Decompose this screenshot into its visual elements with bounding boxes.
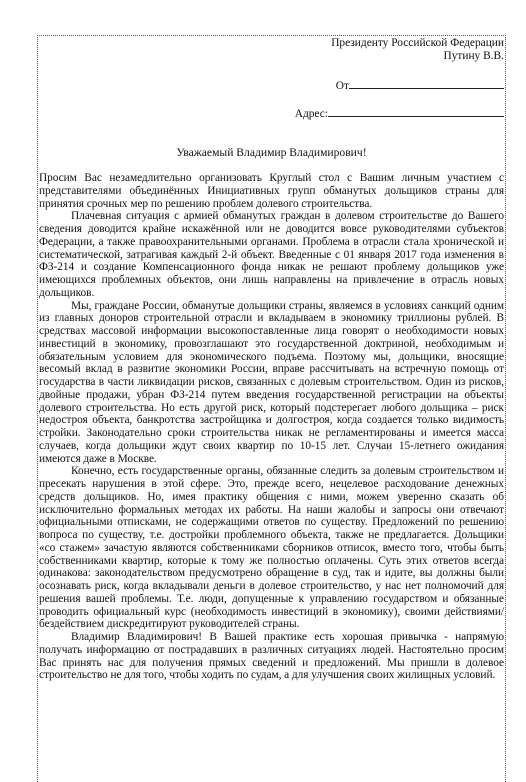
addressee-line-1: Президенту Российской Федерации (331, 37, 504, 49)
paragraph-3: Мы, граждане России, обманутые дольщики страны, являемся в условиях санкций одним из главных доноров строительной отрасли и вкладываем в экономику триллионы рублей. В средствах массовой информации высокопоставленные лица говорят о необходимости новых инвестиций в экономику, провозглашают это государственной доктриной, необходимым и обязательным условием для экономического подъема. Поэтому мы, дольщики, вносящие весомый вклад в развитие экономики России, вправе рассчитывать на встречную помощь от государства в части ликвидации рисков, связанных с долевым строительством. Один из рисков, двойные продажи, убран ФЗ-214 путем введения государственной регистрации на объекты долевого строительства. Но есть другой риск, который подстерегает любого дольщика – риск недостроя объекта, банкротства застройщика и долгостроя, когда создается только видимость стройки. Законодательно сроки строительства никак не регламентированы и имеется масса случаев, когда дольщики ждут своих квартир по 10-15 лет. Случаи 15-летнего ожидания имеются даже в Москве. (39, 299, 504, 465)
paragraph-1: Просим Вас незамедлительно организовать Круглый стол с Вашим личным участием с представителями объединённых Инициативных групп обманутых дольщиков страны для принятия срочных мер по решению проблем долевого строительства. (39, 172, 504, 210)
address-field (295, 105, 504, 121)
from-blank-line (349, 77, 504, 89)
from-label: От (335, 80, 349, 92)
paragraph-4: Конечно, есть государственные органы, обязанные следить за долевым строительством и пресекать нарушения в этой сфере. Это, прежде всего, нецелевое расходование денежных средств дольщиков. Но, имея практику общения с ними, можем уверенно сказать об исключительно формальных методах их работы. На наши жалобы и запросы они отвечают официальными отписками, не содержащими ответов по существу. Предложений по решению вопроса по существу, т.е. достройки проблемного объекта, также не предлагается. Дольщики «со стажем» зачастую являются собственниками сборников отписок, вместо того, чтобы быть собственниками квартир, которые к тому же полностью оплачены. Суть этих ответов всегда одинакова: законодательством предусмотрено обращение в суд, так и идите, вы должны были осознавать риск, когда вкладывали деньги в долевое строительство, у нас нет полномочий для решения вашей проблемы. Т.е. люди, допущенные к управлению государством и обязанные проводить официальный курс (необходимость инвестиций в экономику), своими действиями/бездействием дискредитируют руководителей страны. (39, 465, 504, 631)
greeting: Уважаемый Владимир Владимирович! (176, 146, 367, 159)
paragraph-2: Плачевная ситуация с армией обманутых граждан в долевом строительстве до Вашего сведения доводится крайне искажённой или не доводится вовсе руководителями субъектов Федерации, а также правоохранительными органами. Проблема в отрасли стала хронической и систематической, затрагивая каждый 2-й объект. Введенные с 01 января 2017 года изменения в ФЗ-214 и создание Компенсационного фонда никак не решают проблему дольщиков уже имеющихся проблемных объектов, они лишь направлены на привлечение в отрасль новых дольщиков. (39, 210, 504, 299)
address-blank-line (328, 105, 504, 117)
from-field (336, 77, 504, 93)
addressee-line-2: Путину В.В. (443, 50, 504, 62)
address-label: Адрес: (294, 108, 328, 120)
letter-body (39, 172, 504, 682)
letter-page (37, 35, 506, 782)
paragraph-5: Владимир Владимирович! В Вашей практике есть хорошая привычка - напрямую получать информацию от пострадавших в различных ситуациях людей. Настоятельно просим Вас принять нас для получения прямых сведений и предложений. Мы пришли в долевое строительство не для того, чтобы ходить по судам, а для улучшения своих жилищных условий. (39, 631, 504, 682)
